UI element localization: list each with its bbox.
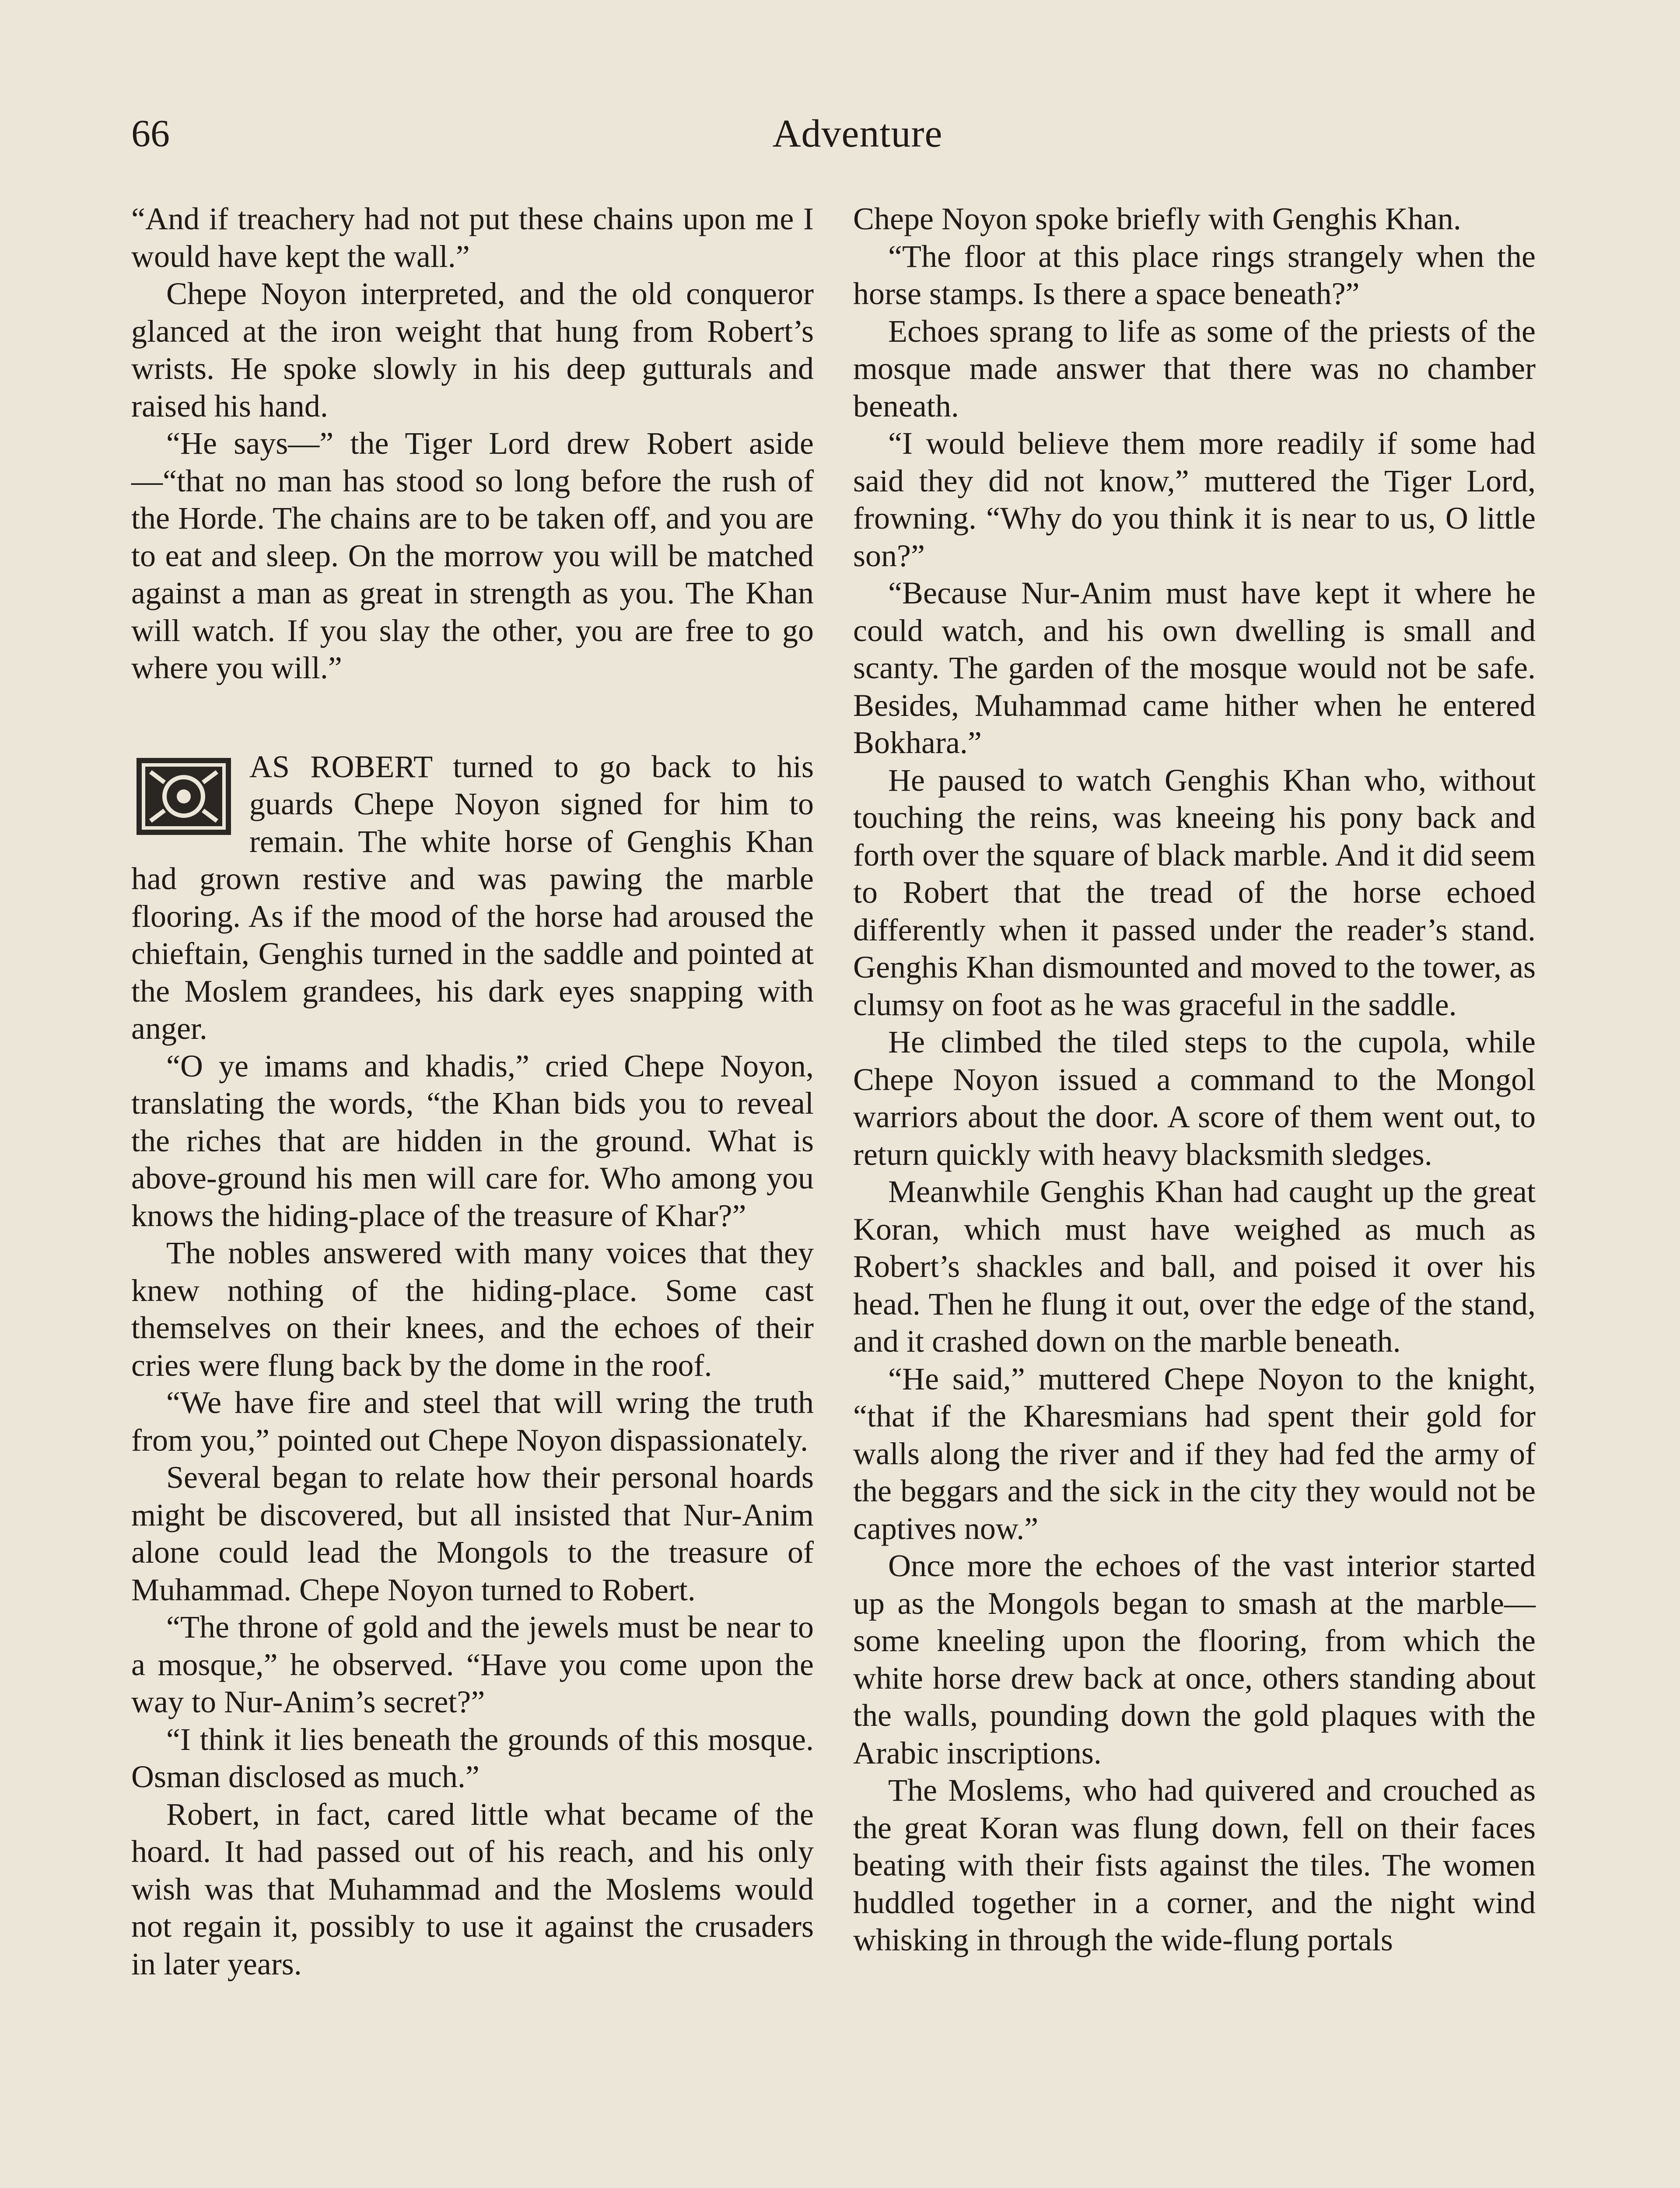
paragraph: Robert, in fact, cared little what became of the hoard. It had passed out of his reach, and his only wish was that Muhammad and the Moslems would not regain it, possibly to use it against the crusaders in later years. xyxy=(131,1796,814,1981)
paragraph: “He says—” the Tiger Lord drew Robert aside—“that no man has stood so long before the rush of the Horde. The chains are to be taken off, and you are to eat and sleep. On the morrow you will be matched against a man as great in strength as you. The Khan will watch. If you slay the other, you are free to go where you will.” xyxy=(131,426,814,685)
paragraph: “The floor at this place rings strangely when the horse stamps. Is there a space beneath?” xyxy=(853,238,1536,311)
page-header xyxy=(131,108,1549,160)
page-number: 66 xyxy=(131,112,170,155)
paragraph: The nobles answered with many voices that they knew nothing of the hiding-place. Some cast themselves on their knees, and the echoes of their cries were flung back by the dome in the roof. xyxy=(131,1235,814,1383)
paragraph: “I would believe them more readily if some had said they did not know,” muttered the Tiger Lord, frowning. “Why do you think it is near to us, O little son?” xyxy=(853,426,1536,573)
paragraph: “He said,” muttered Chepe Noyon to the knight, “that if the Kharesmians had spent their gold for walls along the river and if they had fed the army of the beggars and the sick in the city they would not be captives now.” xyxy=(853,1361,1536,1546)
paragraph: Meanwhile Genghis Khan had caught up the great Koran, which must have weighed as much as Robert’s shackles and ball, and poised it over his head. Then he flung it out, over the edge of the stand, and it crashed down on the marble beneath. xyxy=(853,1174,1536,1359)
left-column xyxy=(131,200,814,1983)
paragraph: “And if treachery had not put these chains upon me I would have kept the wall.” xyxy=(131,201,814,274)
right-column xyxy=(853,200,1536,1959)
paragraph: “We have fire and steel that will wring the truth from you,” pointed out Chepe Noyon dispassionately. xyxy=(131,1385,814,1458)
section-opening-paragraph xyxy=(131,748,814,1048)
paragraph: The Moslems, who had quivered and crouched as the great Koran was flung down, fell on their faces beating with their fists against the tiles. The women huddled together in a corner, and the night wind whisking in through the wide-flung portals xyxy=(853,1773,1536,1957)
paragraph: He paused to watch Genghis Khan who, without touching the reins, was kneeing his pony back and forth over the square of black marble. And it did seem to Robert that the tread of the horse echoed differently when it passed under the reader’s stand. Genghis Khan dismounted and moved to the tower, as clumsy on foot as he was graceful in the saddle. xyxy=(853,762,1536,1022)
paragraph: Several began to relate how their personal hoards might be discovered, but all insisted that Nur-Anim alone could lead the Mongols to the treasure of Muhammad. Chepe Noyon turned to Robert. xyxy=(131,1460,814,1607)
paragraph: Chepe Noyon interpreted, and the old conqueror glanced at the iron weight that hung from Robert’s wrists. He spoke slowly in his deep gutturals and raised his hand. xyxy=(131,276,814,424)
paragraph: He climbed the tiled steps to the cupola, while Chepe Noyon issued a command to the Mongol warriors about the door. A score of them went out, to return quickly with heavy blacksmith sledges. xyxy=(853,1024,1536,1172)
paragraph: Echoes sprang to life as some of the priests of the mosque made answer that there was no chamber beneath. xyxy=(853,313,1536,424)
paragraph: Once more the echoes of the vast interior started up as the Mongols began to smash at the marble—some kneeling upon the flooring, from which the white horse drew back at once, others standing about the walls, pounding down the gold plaques with the Arabic inscriptions. xyxy=(853,1548,1536,1771)
paragraph: Chepe Noyon spoke briefly with Genghis Khan. xyxy=(853,201,1461,236)
running-title: Adventure xyxy=(772,112,943,155)
paragraph: “I think it lies beneath the grounds of this mosque. Osman disclosed as much.” xyxy=(131,1722,814,1794)
paragraph: “The throne of gold and the jewels must be near to a mosque,” he observed. “Have you come upon the way to Nur-Anim’s secret?” xyxy=(131,1609,814,1719)
paragraph: “O ye imams and khadis,” cried Chepe Noyon, translating the words, “the Khan bids you to reveal the riches that are hidden in the ground. What is above-ground his men will care for. Who among you knows the hiding-place of the treasure of Khar?” xyxy=(131,1048,814,1233)
paragraph: “Because Nur-Anim must have kept it where he could watch, and his own dwelling is small and scanty. The garden of the mosque would not be safe. Besides, Muhammad came hither when he entered Bokhara.” xyxy=(853,575,1536,760)
paragraph-text: AS ROBERT turned to go back to his guards Chepe Noyon signed for him to remain. The white horse of Genghis Khan had grown restive and was pawing the marble flooring. As if the mood of the horse had aroused the chieftain, Genghis turned in the saddle and pointed at the Moslem grandees, his dark eyes snapping with anger. xyxy=(131,749,814,1046)
ornament-icon xyxy=(131,753,236,840)
